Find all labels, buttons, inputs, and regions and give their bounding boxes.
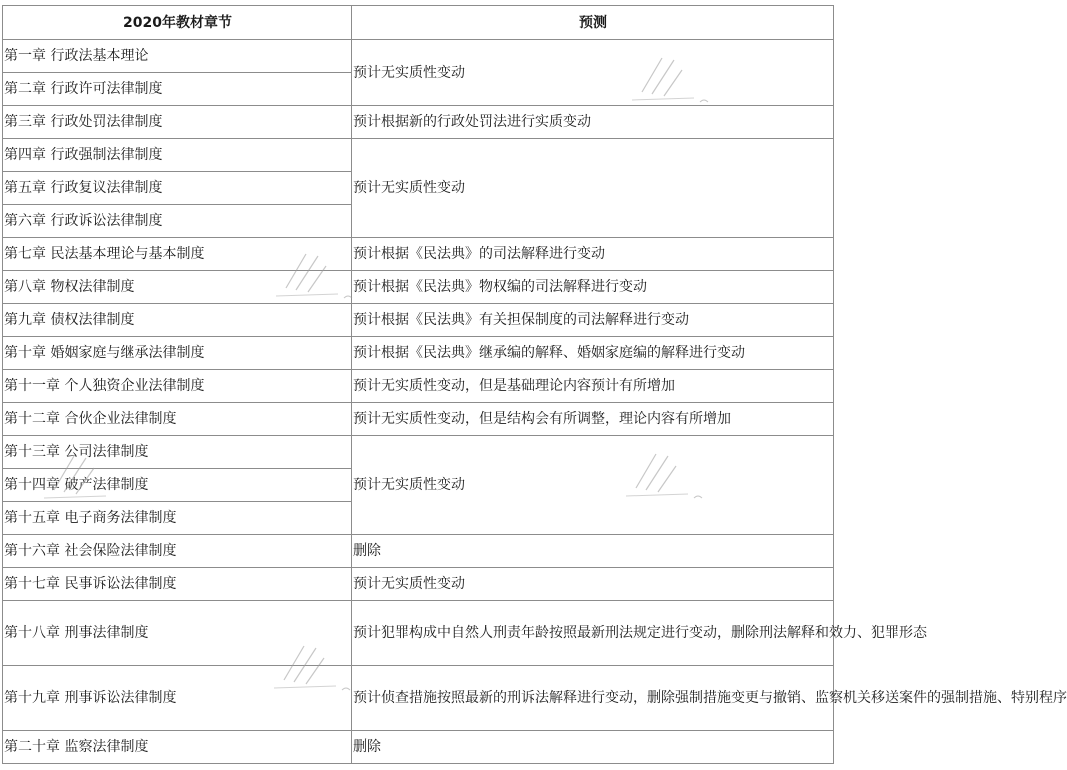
prediction-cell: 预计侦查措施按照最新的刑诉法解释进行变动，删除强制措施变更与撤销、监察机关移送案件的强制措施、特别程序 <box>352 666 834 731</box>
chapter-cell: 第十六章 社会保险法律制度 <box>3 535 352 568</box>
table-row <box>3 40 834 73</box>
chapter-cell: 第七章 民法基本理论与基本制度 <box>3 238 352 271</box>
table-header-row <box>3 6 834 40</box>
chapter-cell: 第十九章 刑事诉讼法律制度 <box>3 666 352 731</box>
chapter-cell: 第十二章 合伙企业法律制度 <box>3 403 352 436</box>
table-row <box>3 304 834 337</box>
chapter-cell: 第十一章 个人独资企业法律制度 <box>3 370 352 403</box>
chapter-cell: 第八章 物权法律制度 <box>3 271 352 304</box>
prediction-cell: 预计无实质性变动 <box>352 139 834 238</box>
prediction-cell: 预计无实质性变动 <box>352 568 834 601</box>
chapter-cell: 第十章 婚姻家庭与继承法律制度 <box>3 337 352 370</box>
table-row <box>3 337 834 370</box>
chapter-cell: 第十四章 破产法律制度 <box>3 469 352 502</box>
table-row <box>3 139 834 172</box>
chapter-prediction-table <box>2 5 1067 764</box>
chapter-cell: 第一章 行政法基本理论 <box>3 40 352 73</box>
chapter-cell: 第十五章 电子商务法律制度 <box>3 502 352 535</box>
prediction-cell: 预计无实质性变动 <box>352 436 834 535</box>
prediction-cell: 预计根据《民法典》继承编的解释、婚姻家庭编的解释进行变动 <box>352 337 834 370</box>
prediction-cell: 删除 <box>352 535 834 568</box>
prediction-cell: 预计根据《民法典》有关担保制度的司法解释进行变动 <box>352 304 834 337</box>
chapter-cell: 第二十章 监察法律制度 <box>3 731 352 764</box>
prediction-cell: 预计根据《民法典》物权编的司法解释进行变动 <box>352 271 834 304</box>
chapter-cell: 第十八章 刑事法律制度 <box>3 601 352 666</box>
chapter-cell: 第十三章 公司法律制度 <box>3 436 352 469</box>
prediction-cell: 预计根据《民法典》的司法解释进行变动 <box>352 238 834 271</box>
table-row <box>3 106 834 139</box>
chapter-cell: 第五章 行政复议法律制度 <box>3 172 352 205</box>
chapter-cell: 第十七章 民事诉讼法律制度 <box>3 568 352 601</box>
chapter-cell: 第九章 债权法律制度 <box>3 304 352 337</box>
prediction-cell: 预计无实质性变动，但是基础理论内容预计有所增加 <box>352 370 834 403</box>
table-row <box>3 238 834 271</box>
prediction-cell: 删除 <box>352 731 834 764</box>
table-row <box>3 601 834 666</box>
header-chapter: 2020年教材章节 <box>3 6 352 40</box>
prediction-cell: 预计根据新的行政处罚法进行实质变动 <box>352 106 834 139</box>
chapter-cell: 第四章 行政强制法律制度 <box>3 139 352 172</box>
prediction-cell: 预计犯罪构成中自然人刑责年龄按照最新刑法规定进行变动，删除刑法解释和效力、犯罪形态 <box>352 601 834 666</box>
table-row <box>3 436 834 469</box>
header-prediction: 预测 <box>352 6 834 40</box>
prediction-cell: 预计无实质性变动 <box>352 40 834 106</box>
table-row <box>3 666 834 731</box>
table-row <box>3 370 834 403</box>
table-row <box>3 568 834 601</box>
table-row <box>3 271 834 304</box>
chapter-cell: 第二章 行政许可法律制度 <box>3 73 352 106</box>
table-row <box>3 535 834 568</box>
table-row <box>3 403 834 436</box>
chapter-cell: 第六章 行政诉讼法律制度 <box>3 205 352 238</box>
table-row <box>3 731 834 764</box>
prediction-cell: 预计无实质性变动，但是结构会有所调整，理论内容有所增加 <box>352 403 834 436</box>
chapter-cell: 第三章 行政处罚法律制度 <box>3 106 352 139</box>
